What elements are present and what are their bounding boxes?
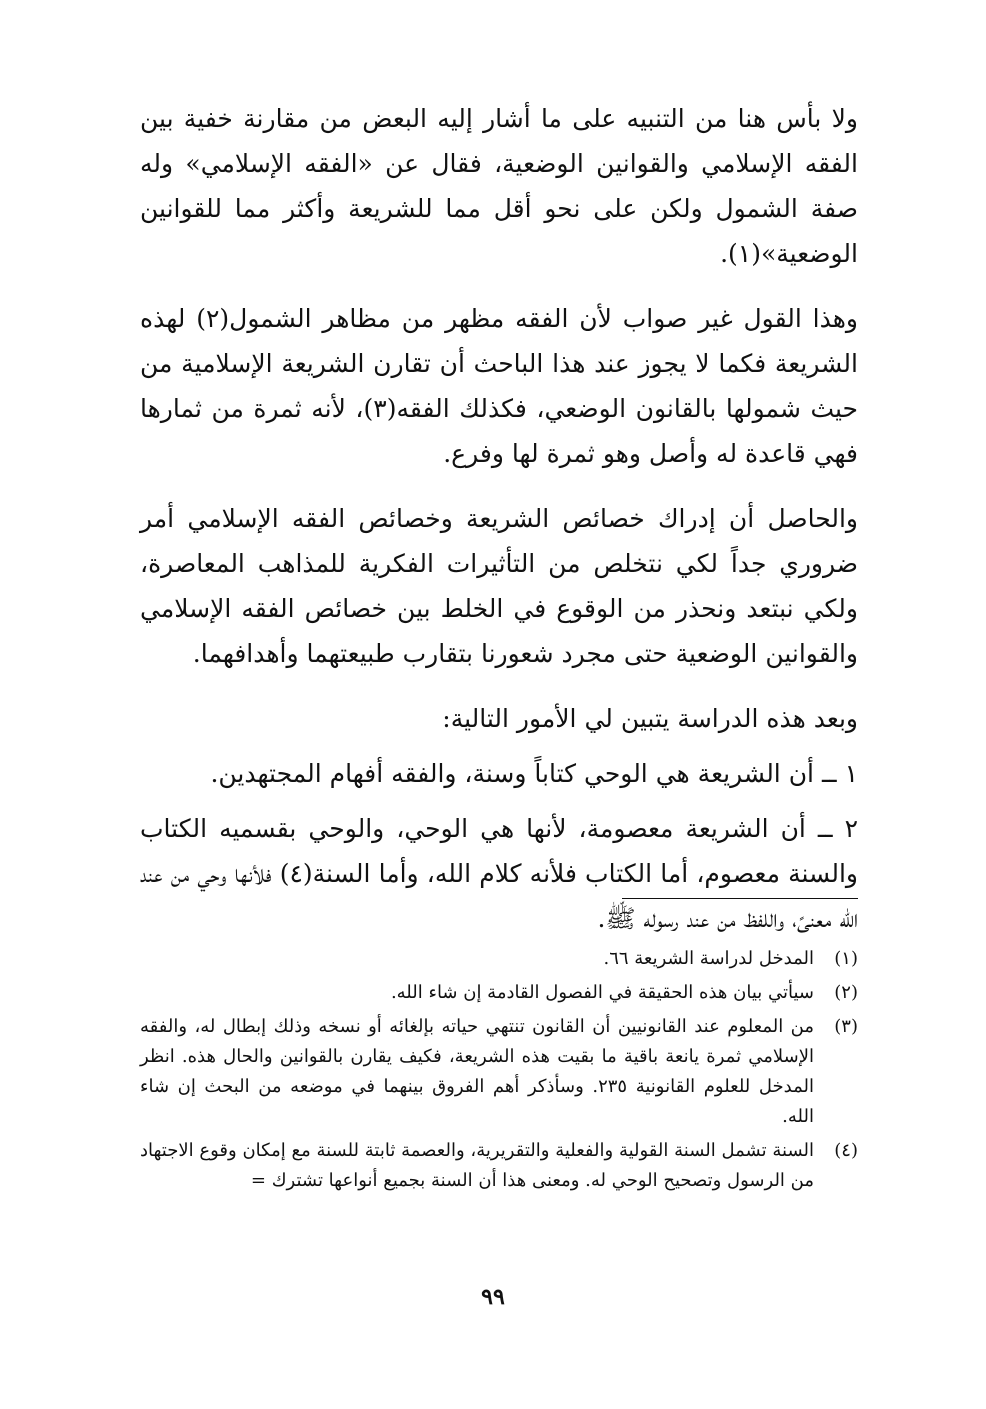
list-item-2: ٢ ــ أن الشريعة معصومة، لأنها هي الوحي، والوحي بقسميه الكتاب والسنة معصوم، أما الكتاب فلأنه كلام الله، وأما السنة(٤) فلأنها وحي من عند الله معنىً، واللفظ من عند رسوله ﷺ. (140, 814, 858, 933)
footnote-number: (٣) (834, 1016, 858, 1037)
page-number: ٩٩ (481, 1284, 505, 1310)
footnote-separator (622, 898, 858, 899)
footnote-text: السنة تشمل السنة القولية والفعلية والتقريرية، والعصمة ثابتة للسنة مع إمكان وقوع الاجتهاد من الرسول وتصحيح الوحي له. ومعنى هذا أن السنة بجميع أنواعها تشترك = (140, 1140, 814, 1191)
paragraph-4: وبعد هذه الدراسة يتبين لي الأمور التالية: (442, 704, 858, 733)
footnote-number: (٤) (834, 1140, 858, 1161)
main-text (140, 96, 858, 941)
footnote-number: (١) (834, 948, 858, 969)
footnote-text: من المعلوم عند القانونيين أن القانون تنتهي حياته بإلغائه أو نسخه وذلك إبطال له، والفقه الإسلامي ثمرة يانعة باقية ما بقيت هذه الشريعة، فكيف يقارن بالقوانين والحال هذه. انظر المدخل للعلوم القانونية ٢٣٥. وسأذكر أهم الفروق بينهما في موضعه من البحث إن شاء الله. (140, 1016, 814, 1127)
footnote-number: (٢) (834, 982, 858, 1003)
paragraph-1: ولا بأس هنا من التنبيه على ما أشار إليه البعض من مقارنة خفية بين الفقه الإسلامي والقوانين الوضعية، فقال عن «الفقه الإسلامي» وله صفة الشمول ولكن على نحو أقل مما للشريعة وأكثر مما للقوانين الوضعية»(١). (140, 104, 858, 268)
list-item-1: ١ ــ أن الشريعة هي الوحي كتاباً وسنة، والفقه أفهام المجتهدين. (210, 759, 858, 788)
footnote-text: سيأتي بيان هذه الحقيقة في الفصول القادمة إن شاء الله. (390, 982, 814, 1003)
footnote-2 (140, 978, 858, 1008)
paragraph-2: وهذا القول غير صواب لأن الفقه مظهر من مظاهر الشمول(٢) لهذه الشريعة فكما لا يجوز عند هذا الباحث أن تقارن الشريعة الإسلامية من حيث شمولها بالقانون الوضعي، فكذلك الفقه(٣)، لأنه ثمرة من ثمارها فهي قاعدة له وأصل وهو ثمرة لها وفرع. (140, 304, 859, 468)
footnote-1 (140, 944, 858, 974)
footnote-3 (140, 1012, 858, 1132)
footnote-text: المدخل لدراسة الشريعة ٦٦. (603, 948, 814, 969)
footnotes (140, 944, 858, 1200)
footnote-4 (140, 1136, 858, 1196)
paragraph-3: والحاصل أن إدراك خصائص الشريعة وخصائص الفقه الإسلامي أمر ضروري جداً لكي نتخلص من التأثيرات الفكرية للمذاهب المعاصرة، ولكي نبتعد ونحذر من الوقوع في الخلط بين خصائص الفقه الإسلامي والقوانين الوضعية حتى مجرد شعورنا بتقارب طبيعتهما وأهدافهما. (140, 504, 858, 668)
